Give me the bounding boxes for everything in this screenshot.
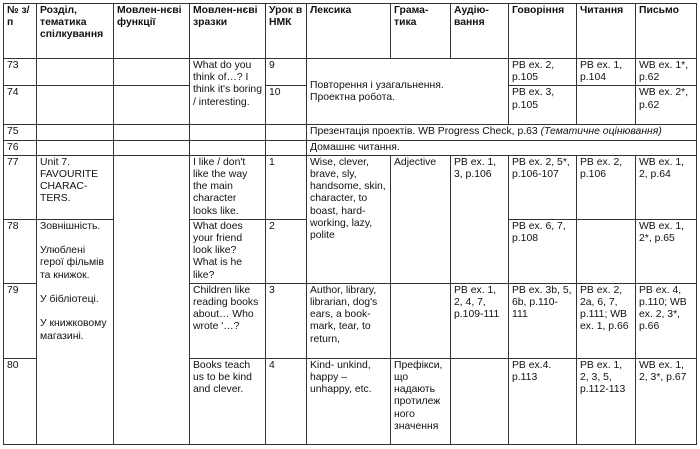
speaking-cell: PB ex.4. p.113 xyxy=(509,358,577,444)
lesson-cell: 4 xyxy=(266,358,307,444)
speaking-cell: PB ex. 6, 7, p.108 xyxy=(509,219,577,283)
header-row xyxy=(4,4,697,59)
writing-cell: WB ex. 1, 2, 3*, p.67 xyxy=(636,358,697,444)
reading-cell: PB ex. 1, 2, 3, 5, p.112-113 xyxy=(577,358,636,444)
writing-cell: WB ex. 1*, p.62 xyxy=(636,59,697,86)
table-row xyxy=(4,140,697,155)
header-reading: Читання xyxy=(577,4,636,59)
listening-cell: PB ex. 1, 3, p.106 xyxy=(451,155,509,283)
reading-cell: PB ex. 1, p.104 xyxy=(577,59,636,86)
lesson-cell: 2 xyxy=(266,219,307,283)
vocab-cell: Author, library, librarian, dog's ears, a book-mark, tear, to return, xyxy=(307,283,391,358)
header-functions: Мовлен-нєві функції xyxy=(114,4,190,59)
reading-cell xyxy=(577,219,636,283)
presentation-text: Презентація проектів. WB Progress Check, p.63 xyxy=(310,126,538,138)
table-row xyxy=(4,125,697,140)
section-unit-cell: Unit 7. FAVOURITE CHARAC-TERS. xyxy=(37,155,114,219)
patterns-cell: Books teach us to be kind and clever. xyxy=(190,358,266,444)
patterns-cell: What does your friend look like? What is he like? xyxy=(190,219,266,283)
grammar-cell: Adjective xyxy=(391,155,451,283)
patterns-cell xyxy=(190,125,266,140)
reading-cell xyxy=(577,86,636,125)
row-number: 79 xyxy=(4,283,37,358)
row-number: 74 xyxy=(4,86,37,125)
grammar-cell xyxy=(391,283,451,358)
writing-cell: WB ex. 1, 2*, p.65 xyxy=(636,219,697,283)
row-number: 78 xyxy=(4,219,37,283)
row-number: 80 xyxy=(4,358,37,444)
header-patterns: Мовлен-нєві зразки xyxy=(190,4,266,59)
functions-cell xyxy=(114,125,190,140)
speaking-cell: PB ex. 2, p.105 xyxy=(509,59,577,86)
section-cell xyxy=(37,125,114,140)
writing-cell: WB ex. 2*, p.62 xyxy=(636,86,697,125)
presentation-cell xyxy=(307,125,697,140)
home-reading-cell: Домашнє читання. xyxy=(307,140,697,155)
writing-cell: PB ex. 4, p.110; WB ex. 2, 3*, p.66 xyxy=(636,283,697,358)
writing-cell: WB ex. 1, 2, p.64 xyxy=(636,155,697,219)
functions-cell xyxy=(114,86,190,125)
functions-cell xyxy=(114,155,190,444)
speaking-cell: PB ex. 3b, 5, 6b, p.110-111 xyxy=(509,283,577,358)
header-speaking: Говоріння xyxy=(509,4,577,59)
section-topics-cell: Зовнішність. Улюблені герої фільмів та книжок. У бібліотеці. У книжковому магазині. xyxy=(37,219,114,444)
reading-cell: PB ex. 2, p.106 xyxy=(577,155,636,219)
header-writing: Письмо xyxy=(636,4,697,59)
table-row xyxy=(4,59,697,86)
vocab-cell: Kind- unkind, happy – unhappy, etc. xyxy=(307,358,391,444)
header-listening: Аудію-вання xyxy=(451,4,509,59)
functions-cell xyxy=(114,59,190,86)
patterns-cell: Children like reading books about… Who wrote '…? xyxy=(190,283,266,358)
lesson-cell: 9 xyxy=(266,59,307,86)
speaking-cell: PB ex. 2, 5*, p.106-107 xyxy=(509,155,577,219)
section-cell xyxy=(37,140,114,155)
header-vocab: Лексика xyxy=(307,4,391,59)
row-number: 75 xyxy=(4,125,37,140)
header-section: Розділ, тематика спілкування xyxy=(37,4,114,59)
header-num: № з/п xyxy=(4,4,37,59)
review-cell: Повторення і узагальнення. Проектна робота. xyxy=(307,59,509,125)
lesson-cell xyxy=(266,140,307,155)
section-cell xyxy=(37,86,114,125)
section-cell xyxy=(37,59,114,86)
row-number: 73 xyxy=(4,59,37,86)
listening-cell: PB ex. 1, 2, 4, 7, p.109-111 xyxy=(451,283,509,358)
listening-cell xyxy=(451,358,509,444)
functions-cell xyxy=(114,140,190,155)
patterns-cell xyxy=(190,140,266,155)
table-row xyxy=(4,155,697,219)
row-number: 77 xyxy=(4,155,37,219)
patterns-cell: I like / don't like the way the main character looks like. xyxy=(190,155,266,219)
lesson-cell: 10 xyxy=(266,86,307,125)
reading-cell: PB ex. 2, 2a, 6, 7, p.111; WB ex. 1, p.66 xyxy=(577,283,636,358)
speaking-cell: PB ex. 3, p.105 xyxy=(509,86,577,125)
header-grammar: Грама-тика xyxy=(391,4,451,59)
lesson-cell: 1 xyxy=(266,155,307,219)
row-number: 76 xyxy=(4,140,37,155)
header-lesson: Урок в НМК xyxy=(266,4,307,59)
presentation-note: (Тематичне оцінювання) xyxy=(540,126,662,138)
vocab-cell: Wise, clever, brave, sly, handsome, skin, character, to boast, hard-working, lazy, polite xyxy=(307,155,391,283)
patterns-cell: What do you think of…? I think it's boring / interesting. xyxy=(190,59,266,125)
lesson-cell: 3 xyxy=(266,283,307,358)
lesson-cell xyxy=(266,125,307,140)
lesson-plan-table xyxy=(3,3,697,445)
grammar-cell: Префікси, що надають протилеж ного значення xyxy=(391,358,451,444)
